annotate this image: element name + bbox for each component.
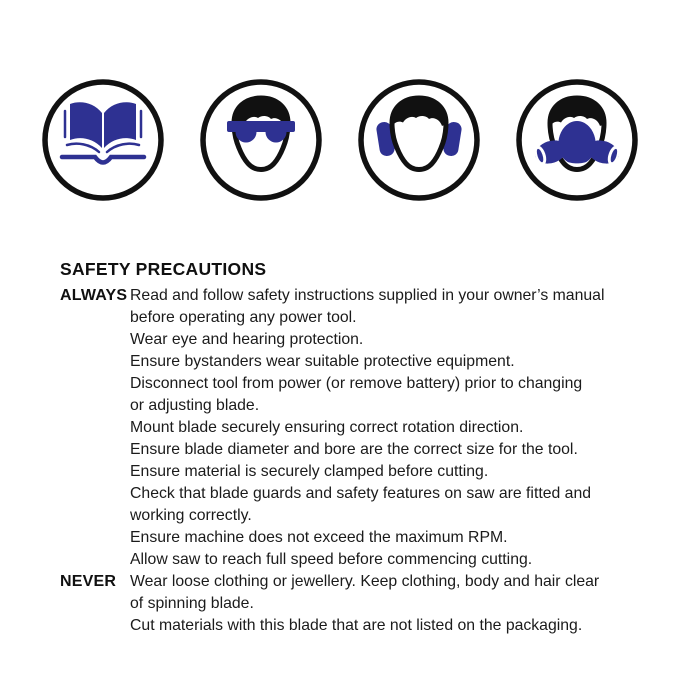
precaution-line: Mount blade securely ensuring correct rotation direction. — [130, 419, 524, 436]
precaution-text — [130, 439, 578, 461]
precaution-item — [60, 285, 645, 329]
precaution-item — [60, 527, 645, 549]
precaution-line: Ensure machine does not exceed the maximum RPM. — [130, 529, 508, 546]
precaution-text — [130, 373, 582, 417]
read-manual-icon-svg — [40, 77, 166, 203]
precaution-text — [130, 417, 523, 439]
precaution-line: working correctly. — [130, 507, 252, 524]
precaution-item — [60, 615, 645, 637]
precaution-line: Ensure bystanders wear suitable protective equipment. — [130, 353, 515, 370]
read-manual-icon — [40, 77, 166, 203]
precaution-text — [130, 285, 604, 329]
precaution-item — [60, 571, 645, 615]
precaution-text — [130, 571, 599, 615]
safety-icons-row — [40, 77, 640, 203]
precaution-line: or adjusting blade. — [130, 397, 260, 414]
precaution-line: Ensure material is securely clamped before cutting. — [130, 463, 489, 480]
precaution-line: Wear eye and hearing protection. — [130, 331, 364, 348]
precaution-item — [60, 417, 645, 439]
safety-precautions-section — [60, 258, 645, 637]
respirator-icon — [514, 77, 640, 203]
section-title: SAFETY PRECAUTIONS — [60, 259, 267, 279]
hearing-protection-icon — [356, 77, 482, 203]
precaution-line: before operating any power tool. — [130, 309, 357, 326]
precaution-text — [130, 549, 532, 571]
precaution-line: Ensure blade diameter and bore are the correct size for the tool. — [130, 441, 578, 458]
hearing-protection-icon-svg — [356, 77, 482, 203]
precaution-line: Check that blade guards and safety features on saw are fitted and — [130, 485, 592, 502]
precaution-item — [60, 483, 645, 527]
precaution-item — [60, 351, 645, 373]
precaution-line: Disconnect tool from power (or remove battery) prior to changing — [130, 375, 583, 392]
precaution-text — [130, 527, 508, 549]
precaution-line: of spinning blade. — [130, 595, 254, 612]
precaution-item — [60, 461, 645, 483]
precaution-text — [130, 329, 363, 351]
precaution-line: Read and follow safety instructions supplied in your owner’s manual — [130, 287, 605, 304]
precaution-keyword: NEVER — [60, 573, 117, 590]
precaution-item — [60, 373, 645, 417]
respirator-icon-svg — [514, 77, 640, 203]
precaution-keyword: ALWAYS — [60, 287, 128, 304]
precaution-text — [130, 351, 515, 373]
eye-protection-icon-svg — [198, 77, 324, 203]
precaution-text — [130, 483, 591, 527]
eye-protection-icon — [198, 77, 324, 203]
precaution-item — [60, 439, 645, 461]
precaution-item — [60, 329, 645, 351]
precaution-list — [60, 285, 645, 637]
precaution-item — [60, 549, 645, 571]
precaution-text — [130, 461, 488, 483]
precaution-text — [130, 615, 582, 637]
precaution-line: Wear loose clothing or jewellery. Keep clothing, body and hair clear — [130, 573, 600, 590]
precaution-line: Cut materials with this blade that are not listed on the packaging. — [130, 617, 583, 634]
precaution-line: Allow saw to reach full speed before commencing cutting. — [130, 551, 533, 568]
